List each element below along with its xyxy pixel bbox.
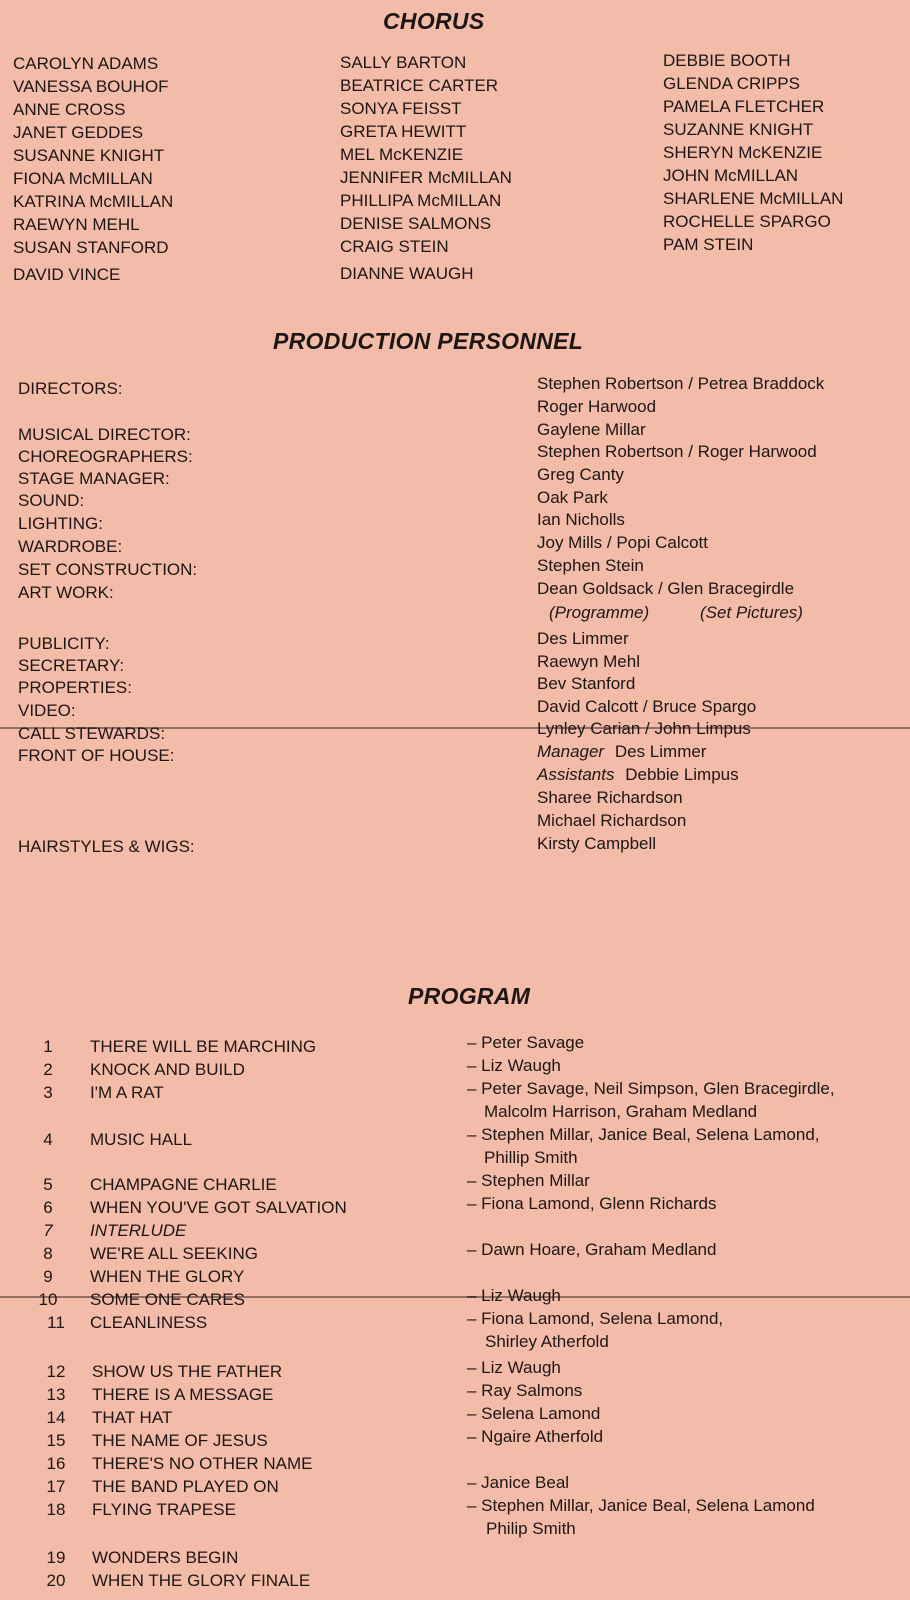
chorus-member: DEBBIE BOOTH (663, 51, 791, 70)
performer-credit: – Stephen Millar, Janice Beal, Selena Lamond (467, 1496, 815, 1515)
item-number: 4 (43, 1130, 53, 1149)
performer-credit: – Fiona Lamond, Glenn Richards (467, 1194, 717, 1213)
chorus-member: SHARLENE McMILLAN (663, 189, 844, 208)
song-title: SOME ONE CARES (90, 1290, 245, 1309)
chorus-member: DAVID VINCE (13, 265, 121, 284)
performer-credit: – Peter Savage (467, 1033, 585, 1052)
role-label: MUSICAL DIRECTOR: (18, 425, 191, 444)
song-title: THE BAND PLAYED ON (92, 1477, 279, 1496)
item-number: 2 (43, 1060, 53, 1079)
song-title: I'M A RAT (90, 1083, 164, 1102)
chorus-member: JENNIFER McMILLAN (340, 168, 512, 187)
personnel-name: Stephen Stein (537, 556, 644, 575)
chorus-member: MEL McKENZIE (340, 145, 464, 164)
personnel-name: Sharee Richardson (537, 788, 683, 807)
item-number: 15 (46, 1431, 66, 1450)
item-number: 3 (43, 1083, 53, 1102)
song-title: THE NAME OF JESUS (92, 1431, 268, 1450)
artwork-note: (Set Pictures) (700, 603, 803, 622)
performer-credit: – Dawn Hoare, Graham Medland (467, 1240, 717, 1259)
item-number: 11 (47, 1313, 65, 1332)
personnel-name: Michael Richardson (537, 811, 687, 830)
foh-assistants-label: Assistants (537, 765, 615, 784)
artwork-note: (Programme) (549, 603, 650, 622)
item-number: 12 (46, 1362, 66, 1381)
chorus-member: SUSANNE KNIGHT (13, 146, 165, 165)
personnel-name: Raewyn Mehl (537, 652, 640, 671)
chorus-member: PHILLIPA McMILLAN (340, 191, 502, 210)
personnel-name: Dean Goldsack / Glen Bracegirdle (537, 579, 795, 598)
item-number: 14 (46, 1408, 66, 1427)
item-number: 13 (46, 1385, 66, 1404)
role-label: DIRECTORS: (18, 379, 123, 398)
personnel-name: Oak Park (537, 488, 608, 507)
role-label: SECRETARY: (18, 656, 125, 675)
performer-credit: – Stephen Millar (467, 1171, 590, 1190)
personnel-name: Lynley Carian / John Limpus (537, 719, 751, 738)
chorus-member: VANESSA BOUHOF (13, 77, 169, 96)
item-number: 1 (43, 1037, 53, 1056)
performer-credit: – Fiona Lamond, Selena Lamond, (467, 1309, 724, 1328)
song-title: THERE'S NO OTHER NAME (92, 1454, 313, 1473)
performer-credit: – Ngaire Atherfold (467, 1427, 604, 1446)
personnel-name: Stephen Robertson / Roger Harwood (537, 442, 817, 461)
chorus-member: ROCHELLE SPARGO (663, 212, 831, 231)
song-title: WHEN THE GLORY FINALE (92, 1571, 311, 1590)
item-number: 7 (43, 1221, 53, 1240)
song-title: WHEN YOU'VE GOT SALVATION (90, 1198, 347, 1217)
song-title: THERE IS A MESSAGE (92, 1385, 274, 1404)
chorus-member: DENISE SALMONS (340, 214, 492, 233)
role-label: PUBLICITY: (18, 634, 110, 653)
role-label: SOUND: (18, 491, 85, 510)
foh-manager-name: Des Limmer (614, 742, 707, 761)
foh-manager (537, 742, 706, 762)
personnel-name: David Calcott / Bruce Spargo (537, 697, 757, 716)
song-title: CHAMPAGNE CHARLIE (90, 1175, 277, 1194)
song-title: FLYING TRAPESE (92, 1500, 236, 1519)
chorus-member: BEATRICE CARTER (340, 76, 499, 95)
role-label: WARDROBE: (18, 537, 123, 556)
performer-credit: Philip Smith (486, 1519, 576, 1538)
chorus-member: RAEWYN MEHL (13, 215, 140, 234)
performer-credit: – Selena Lamond (467, 1404, 601, 1423)
chorus-member: ANNE CROSS (13, 100, 126, 119)
item-number: 6 (43, 1198, 53, 1217)
role-label: VIDEO: (18, 701, 76, 720)
song-title: WONDERS BEGIN (92, 1548, 239, 1567)
production-heading: PRODUCTION PERSONNEL (273, 328, 584, 354)
chorus-member: PAM STEIN (663, 235, 754, 254)
performer-credit: – Liz Waugh (467, 1358, 561, 1377)
song-title: MUSIC HALL (90, 1130, 193, 1149)
performer-credit: – Janice Beal (467, 1473, 570, 1492)
item-number: 8 (43, 1244, 53, 1263)
personnel-name: Joy Mills / Popi Calcott (537, 533, 708, 552)
item-number: 17 (46, 1477, 66, 1496)
item-number: 5 (43, 1175, 53, 1194)
chorus-member: SONYA FEISST (340, 99, 462, 118)
program-heading: PROGRAM (408, 983, 531, 1009)
performer-credit: – Liz Waugh (467, 1286, 561, 1305)
chorus-member: PAMELA FLETCHER (663, 97, 825, 116)
foh-assistants-name: Debbie Limpus (625, 765, 739, 784)
performer-credit: Shirley Atherfold (485, 1332, 609, 1351)
role-label: STAGE MANAGER: (18, 469, 170, 488)
song-title: INTERLUDE (90, 1221, 187, 1240)
item-number: 10 (38, 1290, 58, 1309)
song-title: CLEANLINESS (90, 1313, 208, 1332)
chorus-member: SALLY BARTON (340, 53, 467, 72)
performer-credit: Malcolm Harrison, Graham Medland (484, 1102, 758, 1121)
role-label: SET CONSTRUCTION: (18, 560, 198, 579)
chorus-member: JOHN McMILLAN (663, 166, 799, 185)
performer-credit: – Ray Salmons (467, 1381, 583, 1400)
item-number: 19 (46, 1548, 66, 1567)
role-label: LIGHTING: (18, 514, 104, 533)
role-label: HAIRSTYLES & WIGS: (18, 837, 195, 856)
role-label: FRONT OF HOUSE: (18, 746, 175, 765)
role-label: PROPERTIES: (18, 678, 132, 697)
chorus-member: SHERYN McKENZIE (663, 143, 823, 162)
chorus-member: CRAIG STEIN (340, 237, 449, 256)
performer-credit: – Peter Savage, Neil Simpson, Glen Bracegirdle, (467, 1079, 835, 1098)
performer-credit: – Liz Waugh (467, 1056, 561, 1075)
personnel-name: Kirsty Campbell (537, 834, 657, 853)
personnel-name: Roger Harwood (537, 397, 657, 416)
personnel-name: Des Limmer (537, 629, 629, 648)
personnel-name: Gaylene Millar (537, 420, 646, 439)
chorus-member: CAROLYN ADAMS (13, 54, 159, 73)
song-title: SHOW US THE FATHER (92, 1362, 283, 1381)
role-label: ART WORK: (18, 583, 114, 602)
personnel-name: Ian Nicholls (537, 510, 625, 529)
chorus-member: GLENDA CRIPPS (663, 74, 800, 93)
item-number: 9 (43, 1267, 53, 1286)
chorus-member: GRETA HEWITT (340, 122, 467, 141)
chorus-member: JANET GEDDES (13, 123, 144, 142)
item-number: 20 (46, 1571, 66, 1590)
item-number: 18 (46, 1500, 66, 1519)
item-number: 16 (46, 1454, 66, 1473)
personnel-name: Bev Stanford (537, 674, 636, 693)
chorus-heading: CHORUS (383, 8, 485, 34)
personnel-name: Greg Canty (537, 465, 624, 484)
personnel-name: Stephen Robertson / Petrea Braddock (537, 374, 825, 393)
song-title: WHEN THE GLORY (90, 1267, 245, 1286)
role-label: CALL STEWARDS: (18, 724, 166, 743)
chorus-member: SUSAN STANFORD (13, 238, 169, 257)
chorus-member: FIONA McMILLAN (13, 169, 153, 188)
song-title: WE'RE ALL SEEKING (90, 1244, 258, 1263)
chorus-member: SUZANNE KNIGHT (663, 120, 814, 139)
performer-credit: Phillip Smith (484, 1148, 578, 1167)
song-title: THERE WILL BE MARCHING (90, 1037, 317, 1056)
performer-credit: – Stephen Millar, Janice Beal, Selena Lamond, (467, 1125, 820, 1144)
foh-manager-label: Manager (537, 742, 605, 761)
foh-assistants (537, 765, 739, 785)
song-title: KNOCK AND BUILD (90, 1060, 245, 1079)
role-label: CHOREOGRAPHERS: (18, 447, 193, 466)
song-title: THAT HAT (92, 1408, 173, 1427)
chorus-member: KATRINA McMILLAN (13, 192, 174, 211)
chorus-member: DIANNE WAUGH (340, 264, 474, 283)
